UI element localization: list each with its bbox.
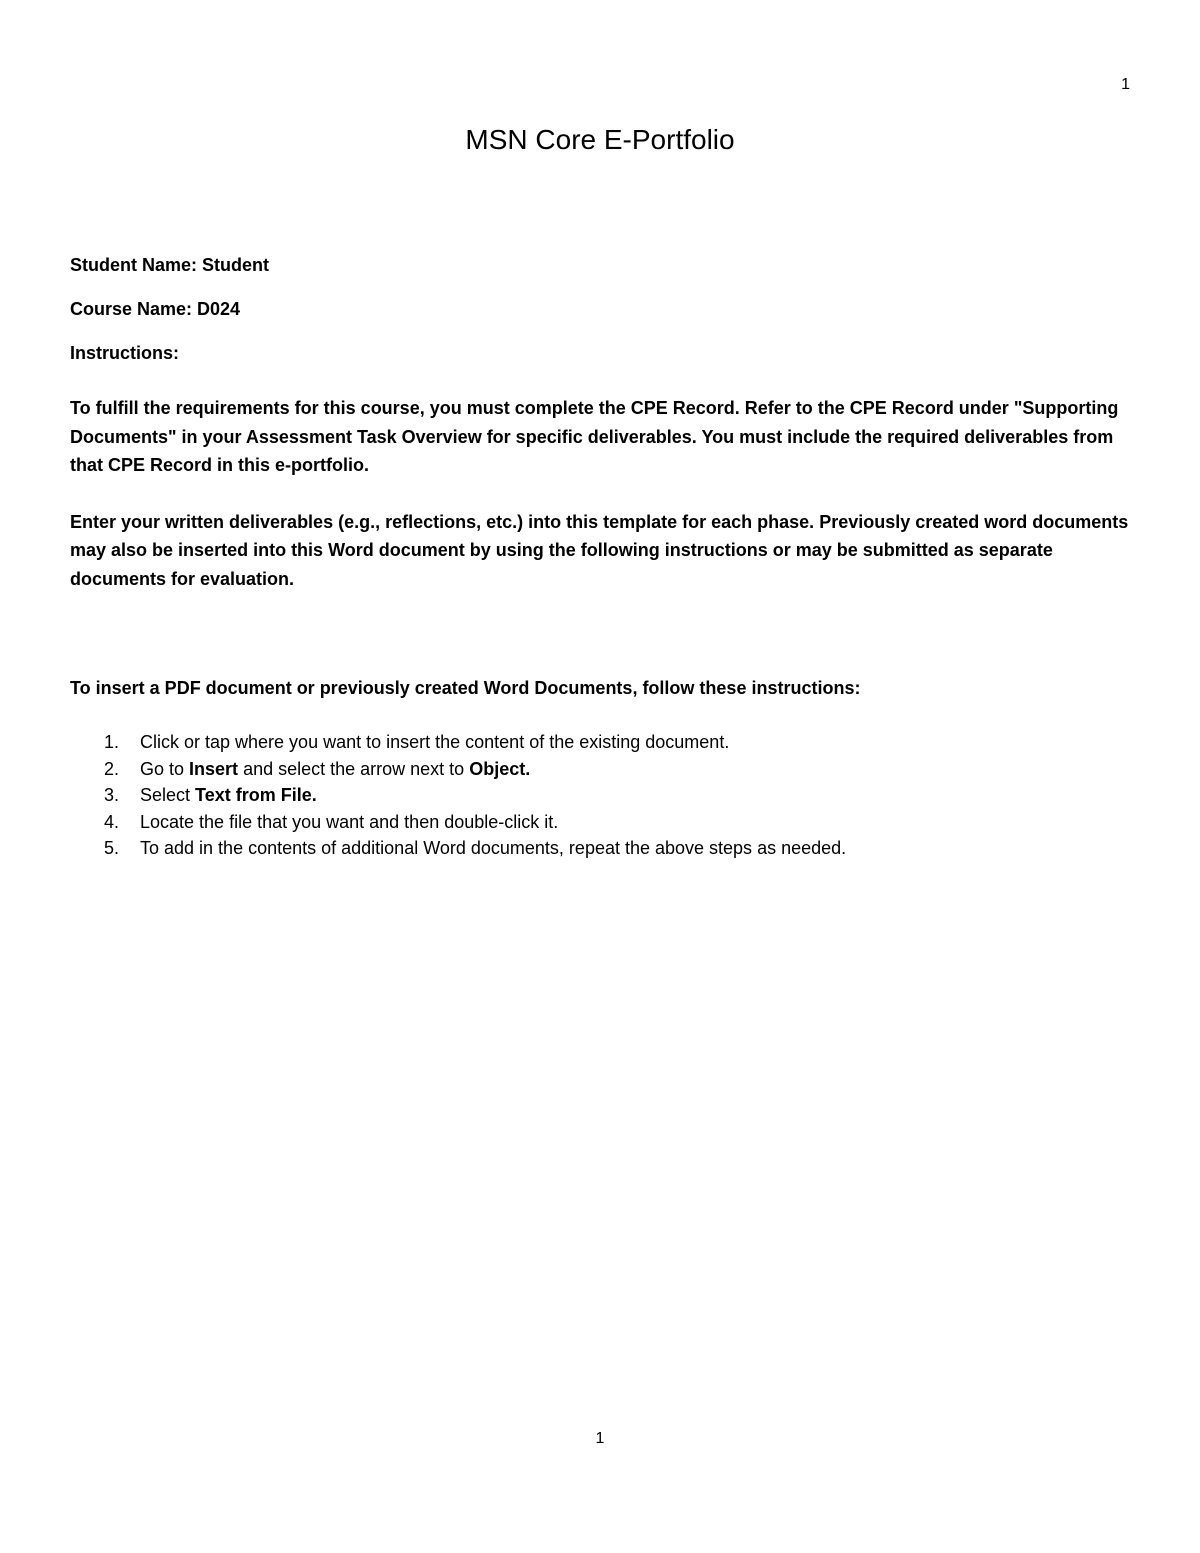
- step-item: [70, 835, 1130, 862]
- step-text: Locate the file that you want and then double-click it.: [140, 811, 559, 832]
- step-text-part: and select the arrow next to: [238, 758, 470, 779]
- step-item: [70, 729, 1130, 756]
- document-body: [70, 254, 1130, 862]
- step-item: [70, 782, 1130, 809]
- step-number: 4.: [104, 811, 120, 832]
- course-name-field: Course Name: D024: [70, 299, 241, 319]
- step-number: 3.: [104, 785, 120, 805]
- step-item: [70, 756, 1130, 783]
- step-text-part: Go to: [140, 758, 190, 779]
- student-name-field: Student Name: Student: [70, 255, 270, 275]
- header-page-number: 1: [1121, 76, 1130, 93]
- step-text-part: Select: [140, 785, 196, 805]
- step-text: To add in the contents of additional Word documents, repeat the above steps as needed.: [140, 838, 847, 858]
- document-title: MSN Core E-Portfolio: [465, 124, 735, 155]
- step-item: [70, 809, 1130, 836]
- step-text: [140, 756, 530, 783]
- step-number: 5.: [104, 838, 120, 858]
- step-text: [140, 782, 317, 809]
- footer-page-number: 1: [595, 1430, 605, 1447]
- step-text: Click or tap where you want to insert the content of the existing document.: [140, 732, 730, 752]
- step-number: 2.: [104, 758, 120, 779]
- step-number: 1.: [104, 732, 120, 752]
- object-menu-reference: Object.: [469, 758, 531, 779]
- insert-instructions-heading: To insert a PDF document or previously created Word Documents, follow these instructions:: [70, 678, 861, 698]
- text-from-file-reference: Text from File.: [195, 785, 317, 805]
- instructions-label: Instructions:: [70, 343, 180, 363]
- instructions-paragraph-1: To fulfill the requirements for this course, you must complete the CPE Record. Refer to the CPE Record under "Supporting Documents" in your Assessment Task Overview for specific deliverables. You must include the required deliverables from that CPE Record in this e-portfolio.: [70, 398, 1119, 475]
- insert-steps-list: [70, 729, 1130, 862]
- instructions-paragraph-2: Enter your written deliverables (e.g., reflections, etc.) into this template for each phase. Previously created word documents may also be inserted into this Word document by using the following instructions or may be submitted as separate documents for evaluation.: [70, 511, 1129, 589]
- insert-menu-reference: Insert: [189, 758, 239, 779]
